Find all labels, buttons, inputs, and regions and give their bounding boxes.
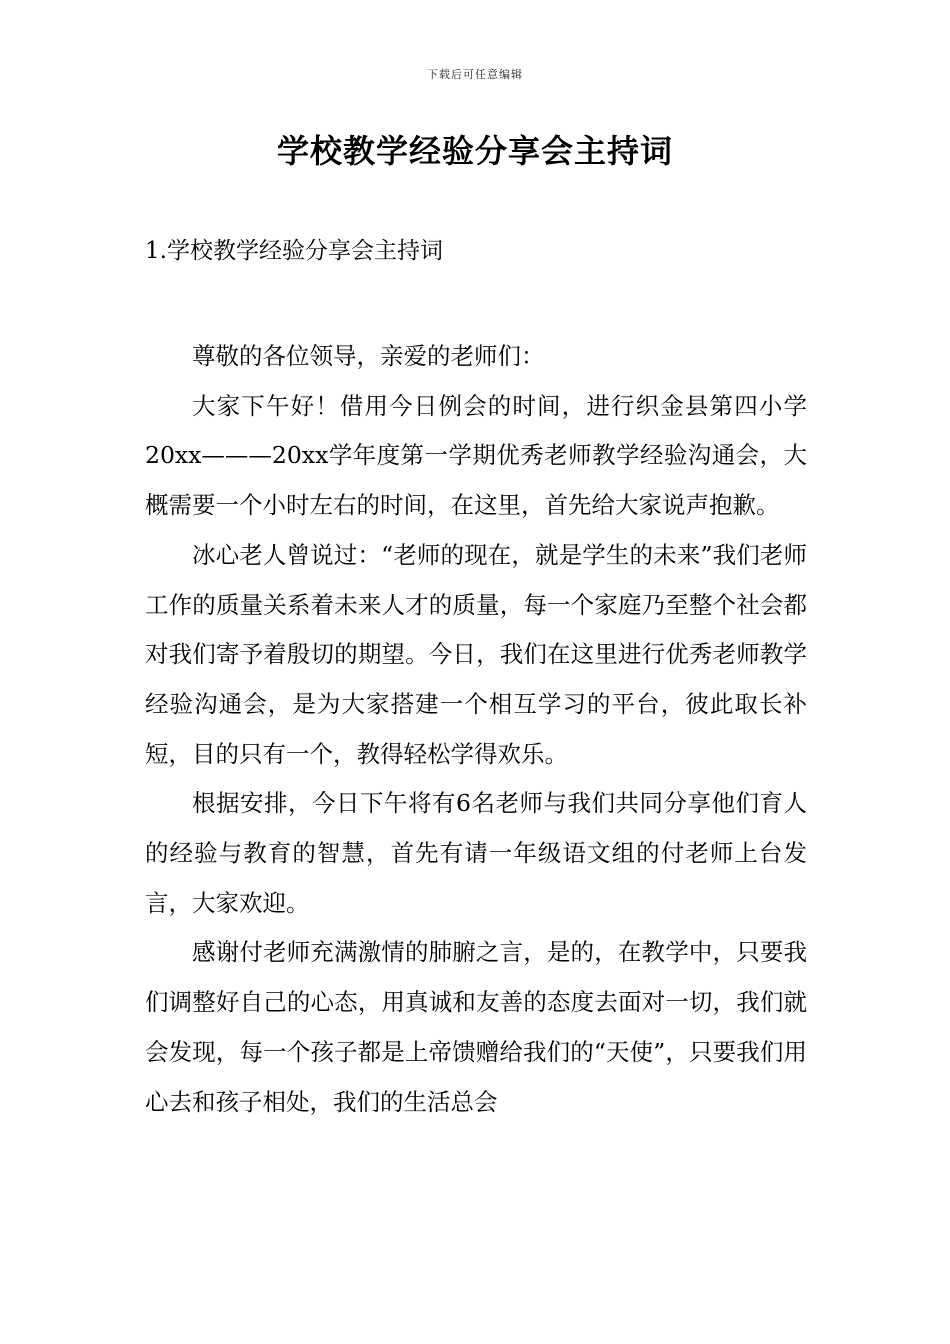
document-body	[145, 332, 807, 1127]
paragraph: 大家下午好！借用今日例会的时间，进行织金县第四小学20xx———20xx学年度第一学期优秀老师教学经验沟通会，大概需要一个小时左右的时间，在这里，首先给大家说声抱歉。	[145, 391, 807, 520]
document-title: 学校教学经验分享会主持词	[276, 132, 673, 170]
section-heading: 1.学校教学经验分享会主持词	[145, 238, 443, 264]
paragraph-salutation: 尊敬的各位领导，亲爱的老师们：	[192, 342, 545, 370]
paragraph: 冰心老人曾说过：“老师的现在，就是学生的未来”我们老师工作的质量关系着未来人才的质量，每一个家庭乃至整个社会都对我们寄予着殷切的期望。今日，我们在这里进行优秀老师教学经验沟通会，是为大家搭建一个相互学习的平台，彼此取长补短，目的只有一个，教得轻松学得欢乐。	[145, 540, 807, 768]
paragraph: 感谢付老师充满激情的肺腑之言，是的，在教学中，只要我们调整好自己的心态，用真诚和友善的态度去面对一切，我们就会发现，每一个孩子都是上帝馈赠给我们的“天使”，只要我们用心去和孩子相处，我们的生活总会	[145, 938, 807, 1116]
header-note: 下载后可任意编辑	[427, 68, 523, 81]
paragraph: 根据安排，今日下午将有6名老师与我们共同分享他们育人的经验与教育的智慧，首先有请一年级语文组的付老师上台发言，大家欢迎。	[145, 789, 807, 917]
